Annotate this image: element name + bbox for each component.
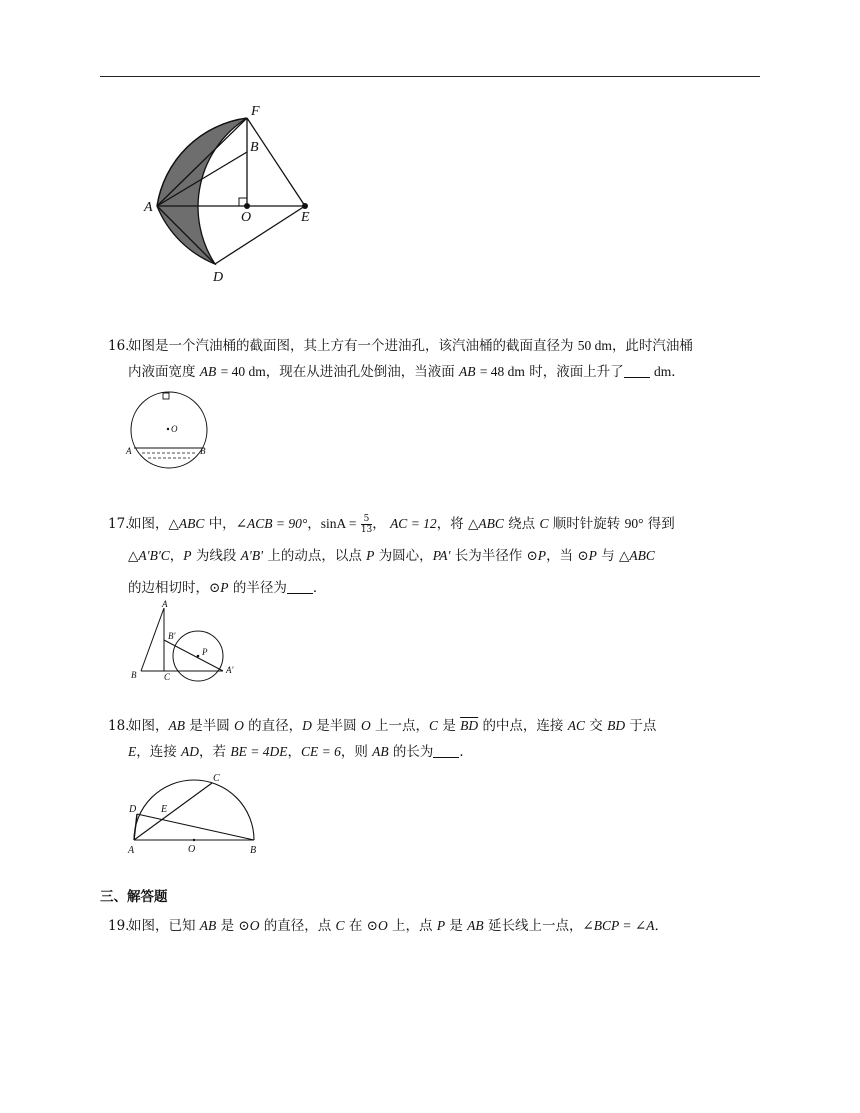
fraction-5-13: $\frac{5}{13}$ (360, 514, 373, 535)
question-17: 17.如图，△ABC 中，∠ACB = 90°，sinA = $\frac{5}{13}$ ， AC = 12，将 △ABC 绕点 C 顺时针旋转 90° 得到 △A′B′C，P 为线段 A′B′ 上的动点，以点 P 为圆心，PA′ 长为半径作 ⊙P，当 ⊙P 与 △ABC 的边相切时，⊙P 的半径为 ． (108, 514, 675, 596)
arc-bd: $\overline{BD}$ (460, 718, 479, 733)
fig17-label-B1: B′ (168, 631, 176, 641)
fig18-label-O: O (188, 844, 196, 855)
fig17-label-A: A (162, 599, 168, 609)
header-rule (100, 76, 760, 77)
question-19: 19.如图，已知 AB 是 ⊙O 的直径，点 C 在 ⊙O 上，点 P 是 AB 延长线上一点，∠BCP = ∠A． (108, 918, 668, 934)
answer-blank[interactable] (624, 363, 650, 378)
fig18-label-B: B (250, 845, 257, 856)
question-number: 16. (108, 338, 130, 354)
shaded-crescent (157, 118, 247, 264)
label-E: E (301, 210, 310, 225)
figure-18 (124, 770, 264, 856)
fig18-label-C: C (213, 773, 220, 784)
fig17-label-P: P (202, 647, 208, 657)
fig17-label-C: C (164, 672, 171, 682)
figure-15 (140, 98, 340, 288)
label-D: D (213, 270, 224, 285)
fig17-label-B: B (131, 670, 137, 680)
label-F: F (251, 104, 260, 119)
fig16-label-A: A (126, 446, 132, 456)
fig16-label-B: B (200, 446, 206, 456)
label-A: A (144, 200, 153, 215)
answer-blank[interactable] (433, 743, 459, 758)
fig18-label-A: A (128, 845, 135, 856)
answer-blank[interactable] (287, 579, 313, 594)
figure-16 (122, 390, 222, 470)
question-18: 18.如图，AB 是半圆 O 的直径，D 是半圆 O 上一点，C 是 $\overline{BD}$ 的中点，连接 AC 交 BD 于点 E，连接 AD，若 BE = 4DE，CE = 6，则 AB 的长为 ． (108, 718, 657, 760)
figure-17 (128, 598, 248, 684)
fig16-label-O: O (171, 424, 178, 434)
fig17-label-A1: A′ (226, 665, 234, 675)
section-title: 三、解答题 (100, 889, 168, 905)
label-B: B (250, 140, 259, 155)
label-O: O (241, 210, 252, 225)
question-16: 16.如图是一个汽油桶的截面图，其上方有一个进油孔，该汽油桶的截面直径为 50 dm，此时汽油桶 内液面宽度 AB = 40 dm，现在从进油孔处倒油，当液面 AB = 48 dm 时，液面上升了 dm． (108, 333, 763, 385)
fig18-label-E: E (161, 804, 168, 815)
fig18-label-D: D (129, 804, 137, 815)
